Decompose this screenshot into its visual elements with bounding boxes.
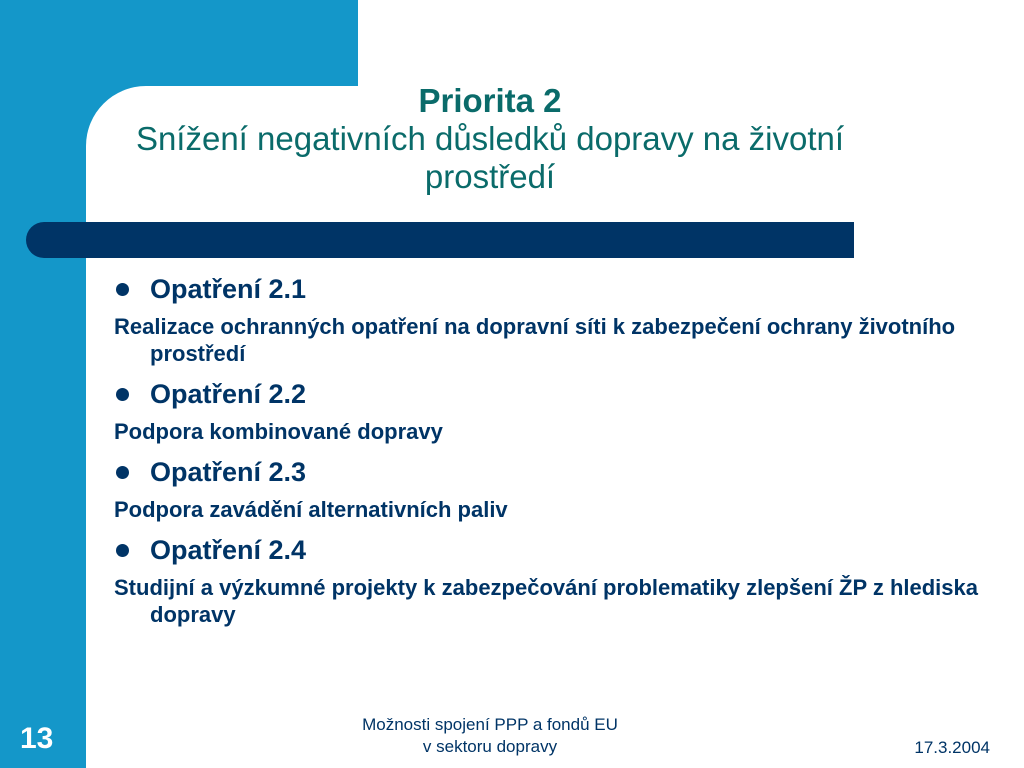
slide-number: 13: [20, 722, 54, 755]
bullet-heading-text: Opatření 2.1: [150, 274, 307, 304]
bullet-description: Studijní a výzkumné projekty k zabezpečování problematiky zlepšení ŽP z hlediska dopravy: [114, 575, 978, 627]
bullet-heading: [114, 455, 984, 489]
bullet-dot-icon: [116, 283, 129, 296]
bullet-dot-icon: [116, 544, 129, 557]
footer-caption: [310, 714, 670, 758]
bullet-list: [114, 272, 984, 638]
bullet-dot-icon: [116, 466, 129, 479]
bullet-heading-text: Opatření 2.2: [150, 379, 307, 409]
bullet-heading: [114, 533, 984, 567]
bullet-dot-icon: [116, 388, 129, 401]
footer-caption-line2: v sektoru dopravy: [422, 737, 558, 756]
slide-title: [100, 82, 880, 196]
bullet-heading: [114, 272, 984, 306]
title-subtitle: Snížení negativních důsledků dopravy na životní prostředí: [135, 120, 845, 195]
bullet-description: Realizace ochranných opatření na dopravní síti k zabezpečení ochrany životního prostředí: [114, 314, 956, 366]
bullet-heading: [114, 377, 984, 411]
bullet-description: Podpora kombinované dopravy: [114, 419, 443, 444]
bullet-heading-text: Opatření 2.4: [150, 535, 307, 565]
footer-caption-line1: Možnosti spojení PPP a fondů EU: [362, 715, 618, 734]
bullet-heading-text: Opatření 2.3: [150, 457, 307, 487]
bullet-description: Podpora zavádění alternativních paliv: [114, 497, 508, 522]
title-divider-bar: [26, 222, 854, 258]
title-main: Priorita 2: [418, 82, 562, 119]
footer-date: 17.3.2004: [914, 738, 990, 757]
